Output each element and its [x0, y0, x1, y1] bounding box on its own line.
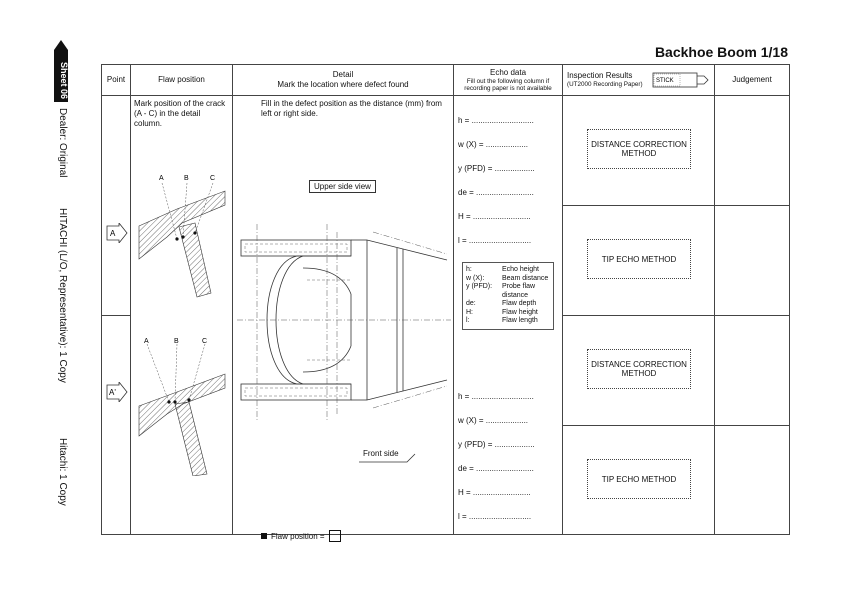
echo-de-field-b[interactable]: de = ..........................: [458, 464, 534, 473]
judgement-cell-2[interactable]: [715, 206, 790, 316]
echo-y-field-a[interactable]: y (PFD) = ..................: [458, 164, 535, 173]
header-results-title: Inspection Results: [567, 71, 633, 81]
flaw-position-cell: [131, 96, 233, 535]
method-box-1: DISTANCE CORRECTION METHOD: [587, 129, 691, 169]
detail-instruction: Fill in the defect position as the distance (mm) from left or right side.: [261, 99, 442, 118]
header-judgement: Judgement: [715, 65, 790, 96]
stick-paper-icon: [652, 70, 710, 90]
legend-row: y (PFD): Probe flaw distance: [466, 283, 536, 299]
judgement-cell-4[interactable]: [715, 426, 790, 535]
header-echo-title: Echo data: [489, 67, 527, 77]
crack-label-a2: A: [144, 338, 149, 345]
point-cell-a-prime: [102, 316, 131, 535]
legend-row: H: Flaw height: [466, 308, 538, 316]
result-cell-3: [563, 316, 715, 426]
echo-hh-field-b[interactable]: H = ..........................: [458, 488, 531, 497]
stick-label: STICK: [656, 78, 674, 84]
weld-diagram-a-prime: [137, 336, 229, 476]
result-cell-1: [563, 96, 715, 206]
sheet-label: Sheet 06: [59, 62, 69, 100]
echo-hh-field-a[interactable]: H = ..........................: [458, 212, 531, 221]
echo-data-cell: [454, 96, 563, 535]
flaw-instruction: Mark position of the crack (A - C) in the detail column.: [134, 99, 226, 128]
flaw-position-box[interactable]: [329, 530, 341, 542]
boom-drawing: [237, 224, 451, 424]
crack-label-b: B: [184, 175, 189, 182]
echo-y-field-b[interactable]: y (PFD) = ..................: [458, 440, 535, 449]
flaw-position-field: [261, 530, 341, 542]
legend-row: de: Flaw depth: [466, 300, 537, 307]
hitachi-lo-label: HITACHI (L/O, Representative): 1 Copy: [57, 208, 68, 383]
header-echo: [454, 65, 563, 96]
legend-row: l: Flaw length: [466, 317, 538, 324]
detail-cell: [233, 96, 454, 541]
header-point: Point: [102, 65, 131, 96]
header-detail-title: Detail: [332, 70, 354, 79]
legend-row: w (X): Beam distance: [466, 274, 549, 282]
echo-l-field-b[interactable]: l = ............................: [458, 512, 532, 521]
method-box-2: TIP ECHO METHOD: [587, 239, 691, 279]
header-flaw-position: Flaw position: [131, 65, 233, 96]
upper-side-view-label: Upper side view: [309, 180, 376, 193]
echo-de-field-a[interactable]: de = ..........................: [458, 188, 534, 197]
point-a-prime-arrow: [106, 382, 128, 402]
header-detail: [233, 65, 454, 96]
header-echo-note1: Fill out the following column if: [466, 77, 550, 85]
judgement-cell-1[interactable]: [715, 96, 790, 206]
echo-h-field-b[interactable]: h = ............................: [458, 392, 534, 401]
crack-label-c2: C: [202, 338, 208, 345]
judgement-cell-3[interactable]: [715, 316, 790, 426]
inspection-form: [101, 64, 790, 541]
weld-diagram-a: [137, 171, 229, 306]
hitachi-label: Hitachi: 1 Copy: [57, 438, 68, 506]
header-echo-note2: recording paper is not available: [464, 85, 552, 92]
legend-row: h: Echo height: [466, 266, 539, 273]
bullet-icon: [261, 533, 267, 539]
point-a-prime-label: A': [109, 388, 116, 397]
page-title: Backhoe Boom 1/18: [654, 44, 788, 60]
method-box-4: TIP ECHO METHOD: [587, 459, 691, 499]
crack-label-b2: B: [174, 338, 179, 345]
header-results: [563, 65, 715, 96]
flaw-position-label: Flaw position =: [271, 531, 325, 541]
front-side-underline: [359, 450, 419, 466]
crack-label-a: A: [159, 175, 164, 182]
header-results-sub: (UT2000 Recording Paper): [567, 81, 643, 89]
echo-legend: [462, 262, 554, 330]
point-cell-a: [102, 96, 131, 316]
result-cell-2: [563, 206, 715, 316]
echo-w-field-a[interactable]: w (X) = ...................: [458, 140, 529, 149]
echo-w-field-b[interactable]: w (X) = ...................: [458, 416, 529, 425]
front-side-label: Front side: [363, 449, 399, 458]
crack-label-c: C: [210, 175, 216, 182]
point-a-arrow: [106, 223, 128, 243]
method-box-3: DISTANCE CORRECTION METHOD: [587, 349, 691, 389]
point-a-label: A: [110, 229, 116, 238]
header-detail-sub: Mark the location where defect found: [277, 80, 409, 89]
result-cell-4: [563, 426, 715, 535]
echo-h-field-a[interactable]: h = ............................: [458, 116, 534, 125]
echo-l-field-a[interactable]: l = ............................: [458, 236, 532, 245]
dealer-label: Dealer: Original: [57, 108, 68, 178]
